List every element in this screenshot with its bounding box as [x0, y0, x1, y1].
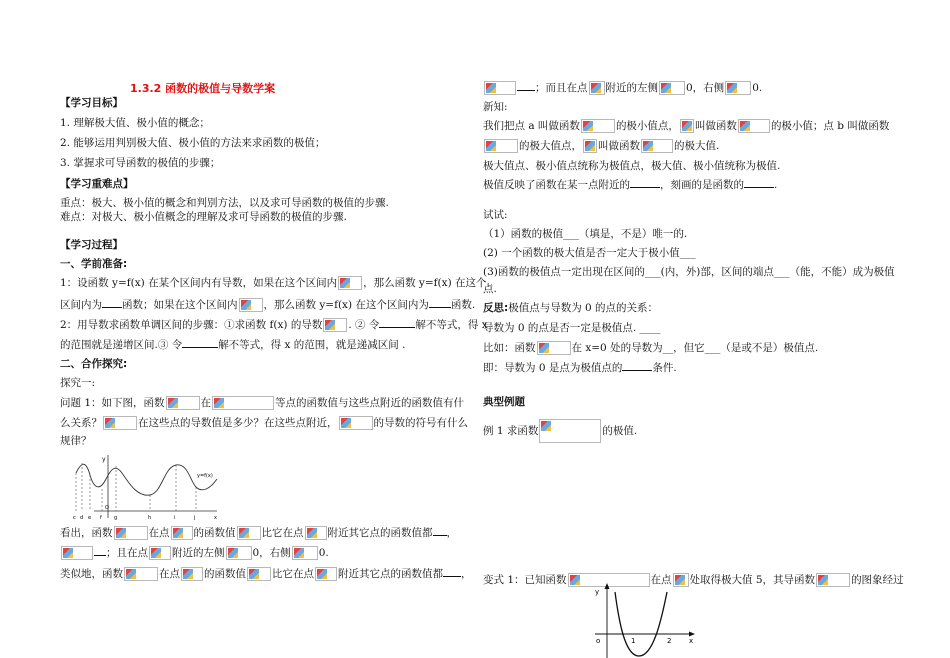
- formula-image: [725, 81, 751, 95]
- formula-image: [680, 119, 694, 133]
- formula-image: [484, 81, 516, 95]
- formula-image: [292, 546, 318, 560]
- explore-label: 探究一:: [60, 377, 96, 389]
- question-1-line-3: 规律？: [60, 435, 92, 447]
- difficult-point: 难点：对极大、极小值概念的理解及求可导函数的极值的步骤.: [60, 211, 347, 223]
- goal-3: 3. 掌握求可导函数的极值的步骤；: [60, 157, 221, 169]
- reflection-line: 反思:极值点与导数为 0 的点的关系：: [483, 302, 659, 314]
- similar-line: 类似地，函数 在点 的函数值 比它在点 附近其它点的函数值都 ，: [60, 568, 472, 580]
- goal-1: 1. 理解极大值、极小值的概念；: [60, 117, 210, 129]
- observe-line-1: 看出，函数 在点 的函数值 比它在点 附近其它点的函数值都 ，: [60, 527, 457, 539]
- variant-1: 变式 1：已知函数 在点 处取得极大值 5，其导函数 的图象经过: [483, 574, 904, 586]
- formula-image: [166, 396, 200, 410]
- fill-blank[interactable]: [517, 80, 535, 91]
- formula-image: [539, 419, 601, 443]
- prep-item-2-line-1: 2：用导数求函数单调区间的步骤：①求函数 f(x) 的导数 . ② 令 解不等式，得 x: [60, 319, 488, 331]
- page-title: 1.3.2 函数的极值与导数学案: [130, 82, 276, 95]
- formula-image: [484, 139, 518, 153]
- observe-line-2: ；且在点 附近的左侧 0，右侧 0.: [60, 545, 329, 561]
- formula-image: [581, 119, 615, 133]
- svg-text:x: x: [689, 637, 694, 645]
- prep-item-2-line-2: 的范围就是递增区间.③ 令 解不等式，得 x 的范围，就是递减区间 .: [60, 339, 406, 351]
- try-1: （1）函数的极值___（填是，不是）唯一的.: [483, 228, 688, 240]
- fill-blank[interactable]: [379, 317, 415, 328]
- new-knowledge-label: 新知:: [483, 101, 508, 113]
- section-key-heading: 【学习重难点】: [60, 178, 134, 190]
- question-1-line-2: 么关系？ 在这些点的导数值是多少？在这些点附近， 的导数的符号有什么: [60, 417, 468, 429]
- formula-image: [583, 139, 597, 153]
- svg-text:e: e: [88, 515, 92, 521]
- svg-text:d: d: [80, 515, 84, 521]
- formula-image: [659, 81, 685, 95]
- formula-image: [247, 567, 271, 581]
- formula-image: [589, 81, 605, 95]
- formula-image: [239, 298, 263, 312]
- fill-blank[interactable]: [433, 525, 447, 536]
- new-knowledge-line-4: 极值反映了函数在某一点附近的 ，刻画的是函数的 .: [483, 179, 778, 191]
- formula-image: [339, 416, 373, 430]
- new-knowledge-line-2: 的极大值点， 叫做函数 的极大值.: [483, 138, 719, 154]
- question-1-line-1: 问题 1：如下图，函数 在 等点的函数值与这些点附近的函数值有什: [60, 397, 465, 409]
- svg-text:2: 2: [667, 637, 672, 645]
- try-3: (3)函数的极值点一定出现在区间的___(内，外)部，区间的端点___（能，不能）成为极值: [483, 266, 895, 278]
- try-label: 试试:: [483, 209, 508, 221]
- svg-text:O: O: [105, 505, 109, 511]
- function-graph: [72, 453, 222, 523]
- new-knowledge-line-3: 极大值点、极小值点统称为极值点，极大值、极小值统称为极值.: [483, 160, 781, 172]
- key-point: 重点：极大、极小值的概念和判别方法，以及求可导函数的极值的步骤.: [60, 197, 389, 209]
- formula-image: [305, 526, 327, 540]
- formula-image: [226, 546, 252, 560]
- fill-blank[interactable]: [429, 297, 451, 308]
- svg-text:1: 1: [631, 637, 636, 645]
- fill-blank[interactable]: [182, 337, 218, 348]
- svg-text:j: j: [194, 515, 196, 521]
- reflection-1: 导数为 0 的点是否一定是极值点. ____: [483, 322, 661, 334]
- parabola-curve: [615, 592, 667, 656]
- svg-text:c: c: [73, 515, 76, 521]
- formula-image: [181, 567, 203, 581]
- try-3-cont: 点.: [483, 283, 497, 295]
- formula-image: [641, 139, 673, 153]
- formula-image: [237, 526, 261, 540]
- new-knowledge-line-1: 我们把点 a 叫做函数 的极小值点， 叫做函数 的极小值；点 b 叫做函数: [483, 120, 890, 132]
- formula-image: [338, 276, 362, 290]
- section-process-heading: 【学习过程】: [60, 239, 123, 251]
- formula-image: [171, 526, 193, 540]
- reflection-2: 比如：函数 在 x=0 处的导数为__，但它___（是或不是）极值点.: [483, 342, 819, 354]
- section-goal-heading: 【学习目标】: [60, 97, 123, 109]
- formula-image: [61, 546, 93, 560]
- formula-image: [816, 573, 850, 587]
- right-line-1: ；而且在点 附近的左侧 0，右侧 0.: [483, 80, 762, 96]
- formula-image: [537, 341, 571, 355]
- prep-heading: 一、学前准备:: [60, 258, 128, 270]
- formula-image: [212, 396, 274, 410]
- svg-text:f: f: [100, 515, 102, 521]
- svg-text:x: x: [214, 515, 217, 521]
- formula-image: [315, 567, 337, 581]
- curve: [76, 464, 217, 495]
- examples-heading: 典型例题: [483, 396, 525, 408]
- example-1: 例 1 求函数 的极值.: [483, 419, 637, 443]
- formula-image: [738, 119, 770, 133]
- fill-blank[interactable]: [630, 177, 660, 188]
- reflection-3: 即：导数为 0 是点为极值点的 条件.: [483, 362, 677, 374]
- derivative-graph: [591, 582, 701, 658]
- formula-image: [323, 318, 347, 332]
- svg-text:h: h: [148, 515, 152, 521]
- formula-image: [149, 546, 171, 560]
- y-arrow: [605, 583, 610, 589]
- svg-text:o: o: [596, 637, 601, 645]
- formula-image: [124, 567, 158, 581]
- svg-text:i: i: [174, 515, 176, 521]
- svg-text:g: g: [114, 515, 118, 521]
- fill-blank[interactable]: [443, 566, 461, 577]
- curve-label: y=f(x): [197, 473, 213, 479]
- coop-heading: 二、合作探究:: [60, 358, 128, 370]
- fill-blank[interactable]: [744, 177, 774, 188]
- prep-item-1-line-1: 1：设函数 y=f(x) 在某个区间内有导数，如果在这个区间内 ，那么函数 y=f(x) 在这个: [60, 277, 487, 289]
- y-label: y: [102, 456, 106, 463]
- svg-text:y: y: [595, 588, 600, 596]
- goal-2: 2. 能够运用判别极大值、极小值的方法来求函数的极值；: [60, 137, 326, 149]
- try-2: (2) 一个函数的极大值是否一定大于极小值___: [483, 247, 696, 259]
- formula-image: [114, 526, 148, 540]
- fill-blank[interactable]: [102, 297, 122, 308]
- fill-blank[interactable]: [94, 545, 106, 556]
- prep-item-1-line-2: 区间内为 函数；如果在这个区间内 ，那么函数 y=f(x) 在这个区间内为 函数.: [60, 299, 476, 311]
- x-arrow: [689, 632, 695, 637]
- fill-blank[interactable]: [622, 360, 652, 371]
- formula-image: [103, 416, 137, 430]
